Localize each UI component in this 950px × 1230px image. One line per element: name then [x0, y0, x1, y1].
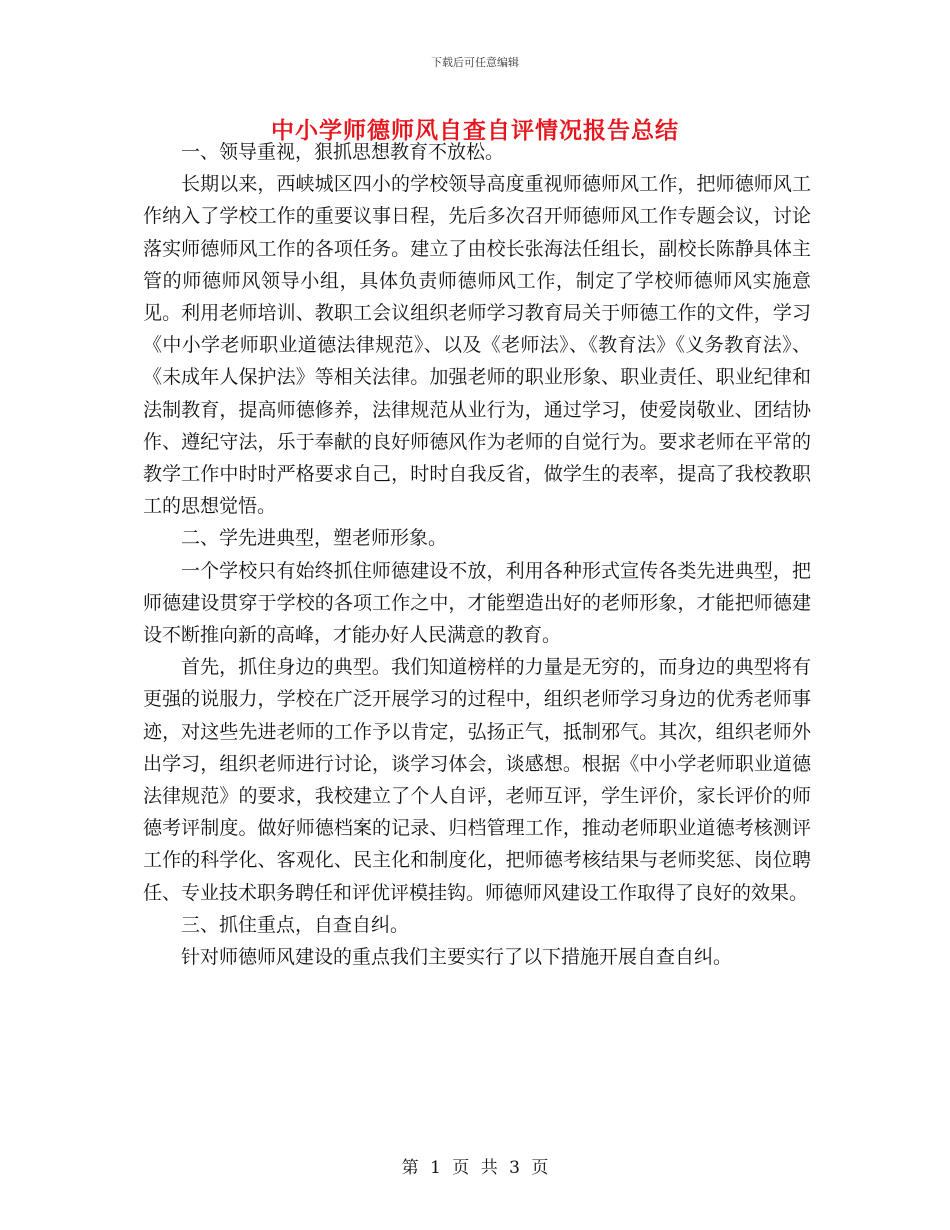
paragraph: 首先，抓住身边的典型。我们知道榜样的力量是无穷的，而身边的典型将有更强的说服力，学校在广泛开展学习的过程中，组织老师学习身边的优秀老师事迹，对这些先进老师的工作予以肯定，弘扬正气，抵制邪气。其次，组织老师外出学习，组织老师进行讨论，谈学习体会，谈感想。根据《中小学老师职业道德法律规范》的要求，我校建立了个人自评，老师互评，学生评价，家长评价的师德考评制度。做好师德档案的记录、归档管理工作，推动老师职业道德考核测评工作的科学化、客观化、民主化和制度化，把师德考核结果与老师奖惩、岗位聘任、专业技术职务聘任和评优评模挂钩。师德师风建设工作取得了良好的效果。 [143, 656, 811, 904]
paragraph: 一个学校只有始终抓住师德建设不放，利用各种形式宣传各类先进典型，把师德建设贯穿于学校的各项工作之中，才能塑造出好的老师形象，才能把师德建设不断推向新的高峰，才能办好人民满意的教育。 [143, 559, 811, 647]
header-note: 下载后可任意编辑 [431, 56, 519, 69]
section-heading-2: 二、学先进典型，塑老师形象。 [181, 527, 448, 550]
section-heading-3: 三、抓住重点，自查自纠。 [181, 913, 410, 936]
paragraph: 长期以来，西峡城区四小的学校领导高度重视师德师风工作，把师德师风工作纳入了学校工作的重要议事日程，先后多次召开师德师风工作专题会议，讨论落实师德师风工作的各项任务。建立了由校长张海法任组长，副校长陈静具体主管的师德师风领导小组，具体负责师德师风工作，制定了学校师德师风实施意见。利用老师培训、教职工会议组织老师学习教育局关于师德工作的文件，学习《中小学老师职业道德法律规范》、以及《老师法》、《教育法》《义务教育法》、《未成年人保护法》等相关法律。加强老师的职业形象、职业责任、职业纪律和法制教育，提高师德修养，法律规范从业行为，通过学习，使爱岗敬业、团结协作、遵纪守法，乐于奉献的良好师德风作为老师的自觉行为。要求老师在平常的教学工作中时时严格要求自己，时时自我反省，做学生的表率，提高了我校教职工的思想觉悟。 [143, 173, 811, 518]
page-footer: 第 1 页 共 3 页 [401, 1158, 549, 1178]
paragraph: 针对师德师风建设的重点我们主要实行了以下措施开展自查自纠。 [181, 946, 733, 969]
section-heading-1: 一、领导重视，狠抓思想教育不放松。 [181, 141, 505, 163]
page-title: 中小学师德师风自查自评情况报告总结 [271, 118, 679, 144]
document-body [143, 136, 811, 973]
